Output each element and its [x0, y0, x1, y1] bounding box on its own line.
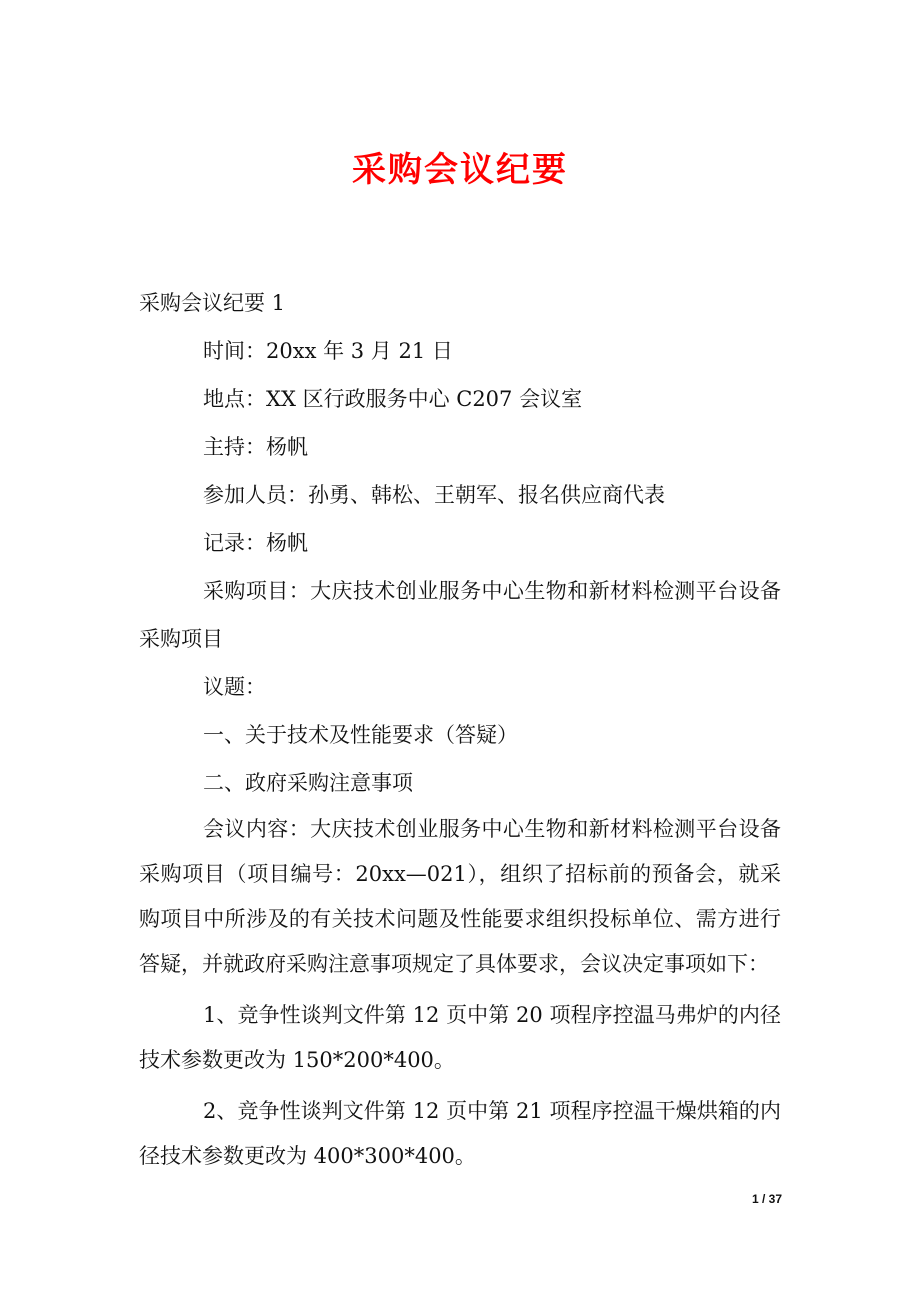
section-heading: 采购会议纪要 1: [139, 291, 286, 315]
meeting-host: 主持：杨帆: [203, 435, 308, 459]
procurement-project: 采购项目：大庆技术创业服务中心生物和新材料检测平台设备采购项目: [139, 579, 781, 651]
agenda-label: 议题：: [203, 675, 266, 699]
document-body: [139, 279, 781, 1179]
agenda-item-1: 一、关于技术及性能要求（答疑）: [203, 723, 518, 747]
meeting-location: 地点：XX 区行政服务中心 C207 会议室: [203, 387, 583, 411]
meeting-time: 时间：20xx 年 3 月 21 日: [203, 339, 453, 363]
page-number: 1 / 37: [751, 1192, 782, 1206]
document-title: 采购会议纪要: [352, 150, 568, 190]
meeting-recorder: 记录：杨帆: [203, 531, 308, 555]
meeting-attendees: 参加人员：孙勇、韩松、王朝军、报名供应商代表: [203, 483, 665, 507]
agenda-item-2: 二、政府采购注意事项: [203, 771, 413, 795]
decision-item-1: 1、竞争性谈判文件第 12 页中第 20 项程序控温马弗炉的内径技术参数更改为 150*200*400。: [139, 1003, 781, 1072]
decision-item-2: 2、竞争性谈判文件第 12 页中第 21 项程序控温干燥烘箱的内径技术参数更改为 400*300*400。: [139, 1099, 781, 1168]
meeting-content: 会议内容：大庆技术创业服务中心生物和新材料检测平台设备采购项目（项目编号：20xx—021），组织了招标前的预备会，就采购项目中所涉及的有关技术问题及性能要求组织投标单位、需方进行答疑，并就政府采购注意事项规定了具体要求，会议决定事项如下：: [139, 817, 781, 976]
